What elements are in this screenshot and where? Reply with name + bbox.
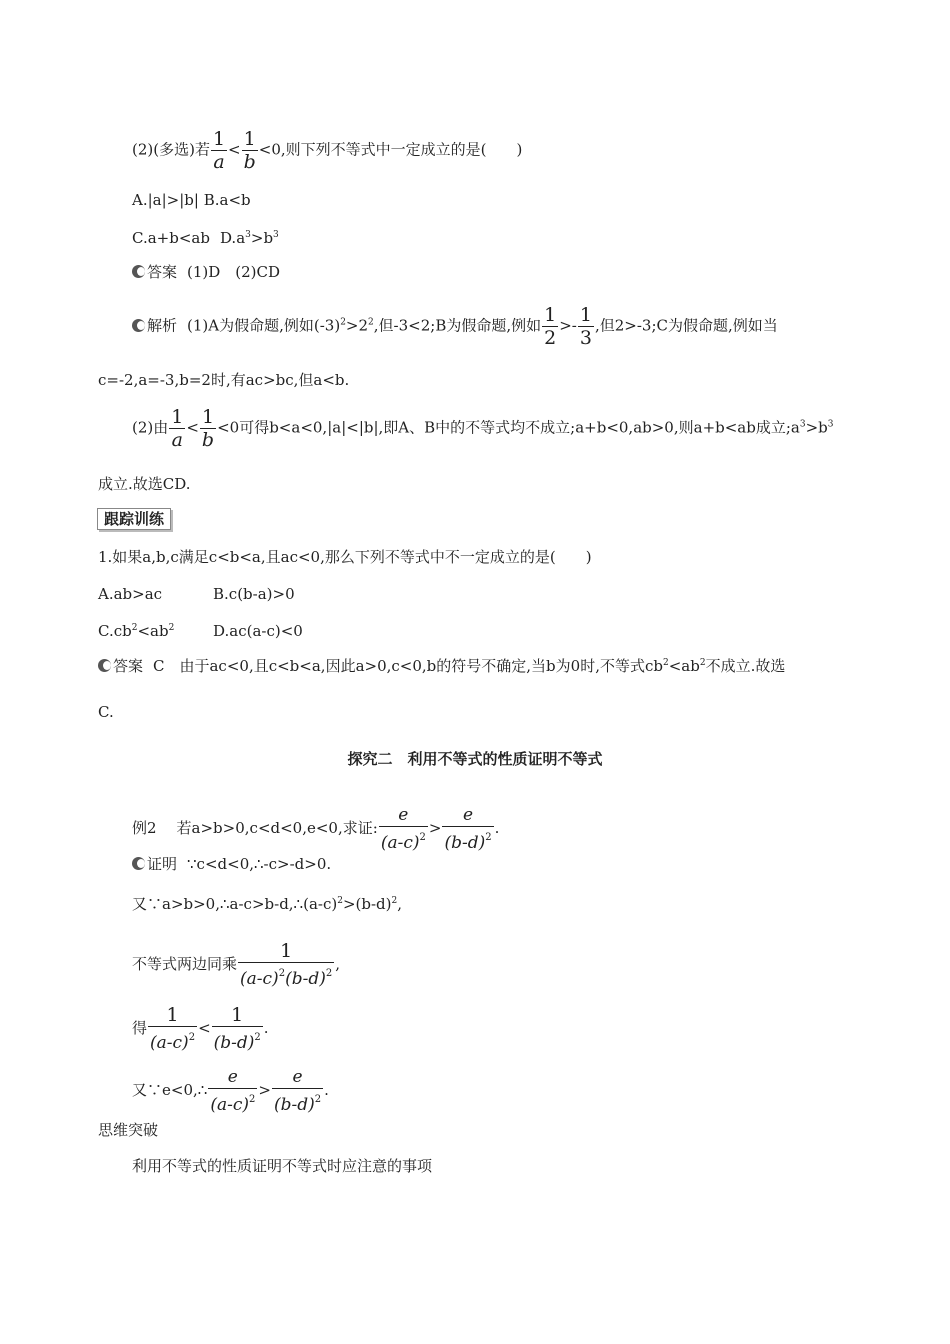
tracking-training-box: 跟踪训练 <box>97 508 171 530</box>
q2-prefix: (2)(多选)若 <box>132 140 210 159</box>
question-2: (2)(多选)若 $\frac{1}{a}$ < $\frac{1}{b}$ <0,则下列不等式中一定成立的是( ) <box>132 128 523 173</box>
answer-text: (1)D (2)CD <box>187 263 281 281</box>
proof-badge-icon <box>132 857 145 870</box>
proof-line-4: 得 $\frac{1}{(a-c)^2}$ < $\frac{1}{(b-d)^2}$ . <box>132 1004 269 1053</box>
fraction-1-over-a: $\frac{1}{a}$ <box>212 128 226 173</box>
explain-line-2: c=-2,a=-3,b=2时,有ac>bc,但a<b. <box>98 371 350 389</box>
fraction-1-over-2: $\frac{1}{2}$ <box>544 304 557 349</box>
section-2-heading: 探究二 利用不等式的性质证明不等式 <box>347 750 603 768</box>
q2-options-row2 <box>132 228 279 248</box>
fraction-e-over-amc2: $\frac{e}{(a-c)^2}$ <box>380 805 426 853</box>
t1-answer: 答案 C 由于ac<0,且c<b<a,因此a>0,c<0,b的符号不确定,当b为0时,不等式$cb^2<ab^2$不成立.故选 <box>98 656 785 676</box>
thinking-title: 思维突破 <box>98 1121 159 1139</box>
example-2-stem: 例2 若a>b>0,c<d<0,e<0,求证: $\frac{e}{(a-c)^2}$ > $\frac{e}{(b-d)^2}$ . <box>132 805 500 853</box>
proof-line-2: 又$\because a>b>0,\therefore a-c>b-d,\therefore(a-c)^2>(b-d)^2$, <box>132 895 403 913</box>
proof-line-5: 又∵e<0,∴ $\frac{e}{(a-c)^2}$ > $\frac{e}{(b-d)^2}$ . <box>132 1067 329 1115</box>
q2-option-c: C.a+b<ab <box>132 229 210 247</box>
t1-options-row1 <box>98 584 295 604</box>
explain-badge-icon <box>132 319 145 332</box>
fraction-1-over-3: $\frac{1}{3}$ <box>579 304 592 349</box>
example-2-label: 例2 <box>132 819 157 837</box>
fraction-1-over-product: $\frac{1}{(a-c)^2(b-d)^2}$ <box>240 940 333 989</box>
fraction-e-over-bmd2: $\frac{e}{(b-d)^2}$ <box>444 805 492 853</box>
fraction-1-over-b: $\frac{1}{b}$ <box>243 128 256 173</box>
q2-suffix: <0,则下列不等式中一定成立的是( ) <box>258 140 523 159</box>
t1-option-d: D.ac(a-c)<0 <box>213 622 303 640</box>
t1-option-c: $C.cb^2<ab^2$ <box>98 622 175 640</box>
explain-line-1: 解析 (1)A为假命题,例如$(-3)^2>2^2$,但-3<2;B为假命题,例如 $\frac{1}{2}$ >- $\frac{1}{3}$ ,但2>-3;C为假命题,例如当 <box>132 304 778 349</box>
answer-label: 答案 <box>147 263 178 281</box>
q2-option-d: $D.a^3>b^3$ <box>219 229 279 247</box>
t1-stem: 1.如果a,b,c满足c<b<a,且ac<0,那么下列不等式中不一定成立的是( ) <box>98 548 592 566</box>
q2-option-a: A.|a|>|b| <box>132 191 199 209</box>
q2-options-row1 <box>132 190 251 210</box>
t1-answer-label: 答案 <box>113 657 144 675</box>
t1-answer-line2: C. <box>98 703 114 721</box>
proof-line-1: 证明 ∵c<d<0,∴-c>-d>0. <box>132 854 331 874</box>
fraction-e-over-bmd2-final: $\frac{e}{(b-d)^2}$ <box>273 1067 322 1115</box>
t1-option-b: B.c(b-a)>0 <box>213 585 295 603</box>
t1-options-row2 <box>98 621 303 641</box>
explain-label: 解析 <box>147 316 178 335</box>
fraction-1-over-b-2: $\frac{1}{b}$ <box>201 406 215 451</box>
fraction-1-over-a-2: $\frac{1}{a}$ <box>171 406 184 451</box>
t1-option-a: A.ab>ac <box>98 585 163 603</box>
fraction-1-over-amc2: $\frac{1}{(a-c)^2}$ <box>150 1004 196 1053</box>
answer-1 <box>132 262 280 282</box>
q2-option-b: B.a<b <box>203 191 251 209</box>
t1-answer-badge-icon <box>98 659 111 672</box>
explain-line-3: (2)由 $\frac{1}{a}$ < $\frac{1}{b}$ <0可得b<a<0,|a|<|b|,即A、B中的不等式均不成立;a+b<0,ab>0,则a+b<ab成立$;a^3>b^3$ <box>132 406 834 451</box>
answer-badge-icon <box>132 265 145 278</box>
fraction-1-over-bmd2: $\frac{1}{(b-d)^2}$ <box>213 1004 261 1053</box>
proof-label: 证明 <box>147 855 178 873</box>
explain-line-4: 成立.故选CD. <box>98 475 191 493</box>
thinking-text: 利用不等式的性质证明不等式时应注意的事项 <box>132 1157 433 1175</box>
proof-line-3: 不等式两边同乘 $\frac{1}{(a-c)^2(b-d)^2}$ , <box>132 940 340 989</box>
fraction-e-over-amc2-final: $\frac{e}{(a-c)^2}$ <box>210 1067 256 1115</box>
